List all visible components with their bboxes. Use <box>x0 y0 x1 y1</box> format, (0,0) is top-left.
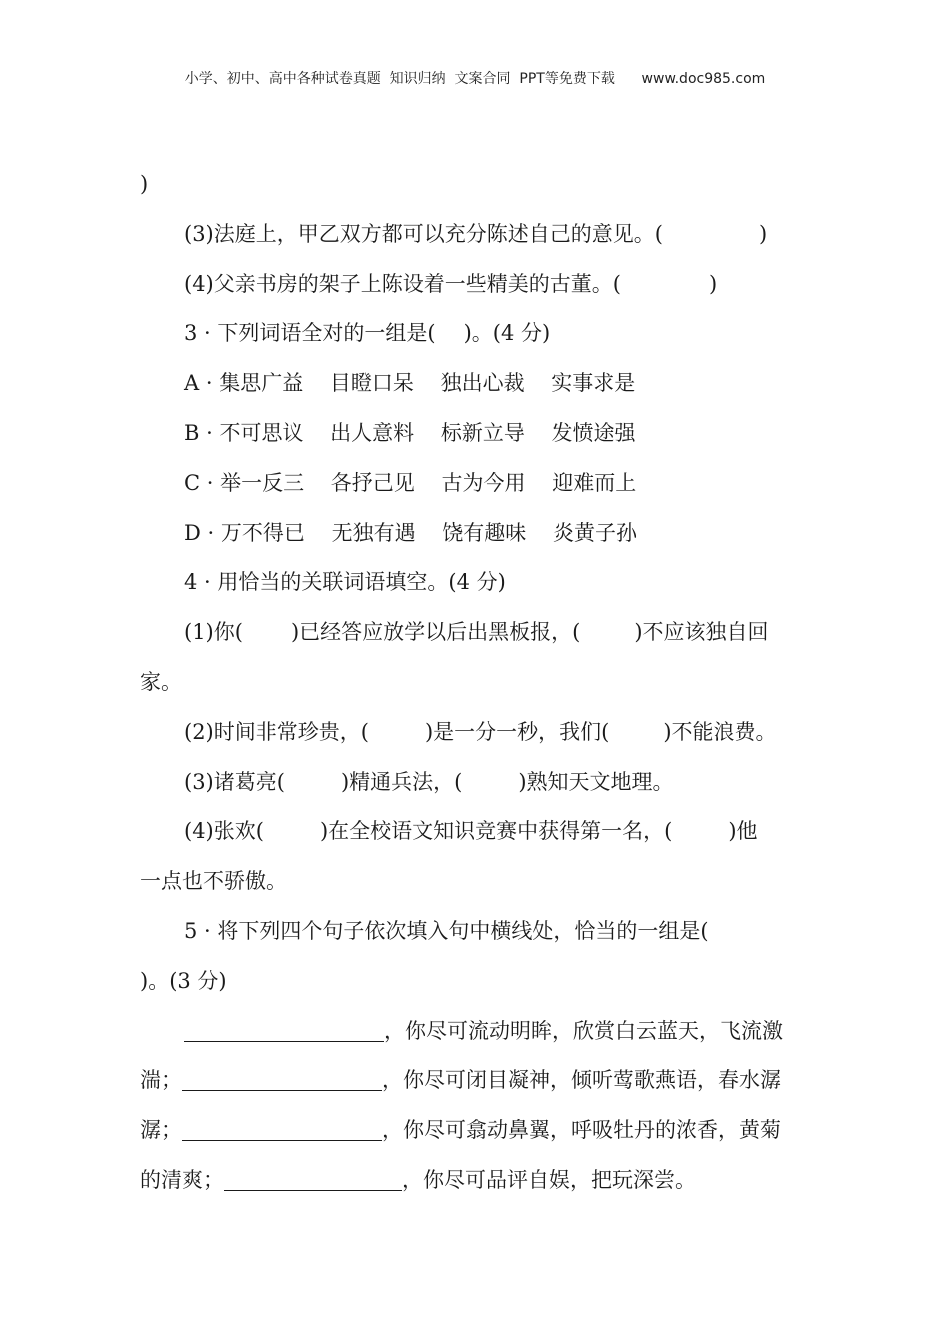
question-4-4-cont: 一点也不骄傲。 <box>140 869 287 894</box>
option-c: C · 举一反三 各抒己见 古为今用 迎难而上 <box>184 470 637 495</box>
question-5: 5 · 将下列四个句子依次填入句中横线处，恰当的一组是( <box>184 918 709 943</box>
passage-text: ，你尽可流动明眸，欣赏白云蓝天，飞流激 <box>384 1018 783 1043</box>
text-seg: )精通兵法，( <box>340 769 463 794</box>
question-text: (4)父亲书房的架子上陈设着一些精美的古董。( <box>184 271 621 296</box>
option-a: A · 集思广益 目瞪口呆 独出心裁 实事求是 <box>184 371 636 396</box>
closing-paren: ) <box>708 271 718 296</box>
question-4: 4 · 用恰当的关联词语填空。(4 分) <box>184 570 506 595</box>
question-4-2 <box>140 708 812 758</box>
closing-paren: ) <box>758 221 768 246</box>
question-text: (3)法庭上，甲乙双方都可以充分陈述自己的意见。( <box>184 221 663 246</box>
text-seg: )在全校语文知识竞赛中获得第一名，( <box>319 819 673 844</box>
question-4-1-cont: 家。 <box>140 669 182 694</box>
passage-line-4 <box>140 1156 812 1206</box>
question-4-3 <box>140 758 812 808</box>
text-seg: )不应该独自回 <box>634 620 769 645</box>
passage-text: 的清爽； <box>140 1167 224 1192</box>
text-seg: )他 <box>728 819 758 844</box>
closing-paren-line: ) <box>140 172 149 196</box>
page-header: 小学、初中、高中各种试卷真题 知识归纳 文案合同 PPT等免费下载 www.doc985.com <box>184 71 766 87</box>
text-seg: (4)张欢( <box>184 819 264 844</box>
exam-content <box>140 160 812 1206</box>
option-b: B · 不可思议 出人意料 标新立导 发愤途强 <box>184 420 636 445</box>
passage-text: 潺； <box>140 1118 182 1143</box>
passage-line-1 <box>140 1007 812 1057</box>
passage-text: ，你尽可品评自娱，把玩深尝。 <box>402 1167 696 1192</box>
question-4-4 <box>140 807 812 857</box>
answer-blank[interactable] <box>182 1118 382 1141</box>
answer-blank[interactable] <box>184 1019 384 1042</box>
question-2-3 <box>140 210 812 260</box>
text-seg: )熟知天文地理。 <box>518 769 674 794</box>
text-seg: )是一分一秒，我们( <box>424 719 610 744</box>
option-d: D · 万不得已 无独有遇 饶有趣味 炎黄子孙 <box>184 520 637 545</box>
question-2-4 <box>140 260 812 310</box>
passage-text: ，你尽可闭目凝神，倾听莺歌燕语，春水潺 <box>382 1068 781 1093</box>
text-seg: )不能浪费。 <box>663 719 777 744</box>
text-seg: (3)诸葛亮( <box>184 769 285 794</box>
text-seg: (2)时间非常珍贵，( <box>184 719 369 744</box>
answer-blank[interactable] <box>182 1068 382 1091</box>
question-score: )。(4 分) <box>463 321 551 346</box>
question-text: 3 · 下列词语全对的一组是( <box>184 321 436 346</box>
passage-text: 湍； <box>140 1068 182 1093</box>
passage-text: ，你尽可翕动鼻翼，呼吸牡丹的浓香，黄菊 <box>382 1118 781 1143</box>
question-3 <box>140 309 812 359</box>
question-5-cont: )。(3 分) <box>140 968 227 993</box>
question-4-1 <box>140 608 812 658</box>
passage-line-2 <box>140 1056 812 1106</box>
answer-blank[interactable] <box>224 1168 402 1191</box>
text-seg: (1)你( <box>184 620 243 645</box>
passage-line-3 <box>140 1106 812 1156</box>
text-seg: )已经答应放学以后出黑板报，( <box>290 620 581 645</box>
